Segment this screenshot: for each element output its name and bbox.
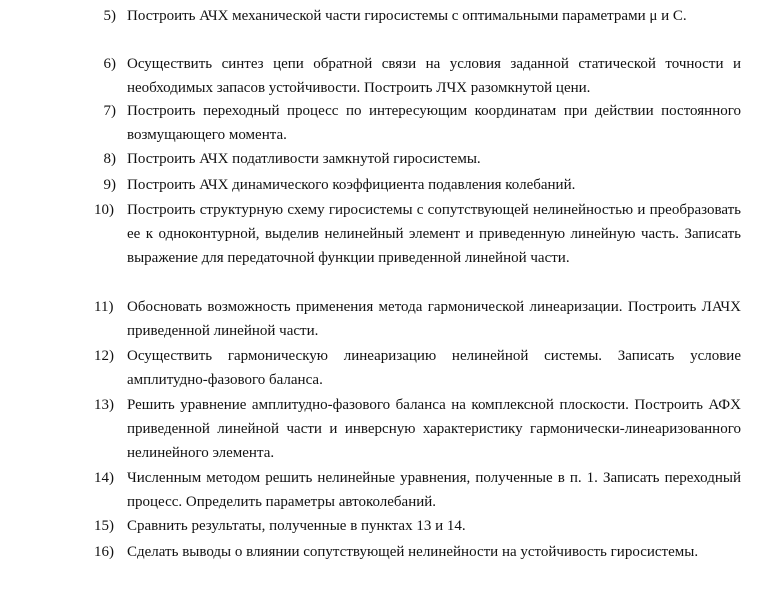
item-number: 11) [94,299,114,315]
item-number: 10) [94,202,114,218]
item-number: 7) [103,103,116,119]
item-text: Осуществить гармоническую линеаризацию нелинейной системы. Записать условие амплитудно-фазового баланса. [127,348,741,388]
item-text: Решить уравнение амплитудно-фазового баланса на комплексной плоскости. Построить АФХ приведенной линейной части и инверсную характеристику гармонически-линеаризованного нелинейного элемента. [127,397,741,461]
item-number: 8) [103,151,116,167]
item-text: Построить переходный процесс по интересующим координатам при действии постоянного возмущающего момента. [127,103,741,143]
item-number: 5) [103,8,116,24]
item-number: 14) [94,470,114,486]
item-number: 13) [94,397,114,413]
item-text: Построить АЧХ податливости замкнутой гиросистемы. [127,151,481,167]
item-number: 16) [94,544,114,560]
item-text: Сравнить результаты, полученные в пунктах 13 и 14. [127,518,466,534]
item-text: Построить АЧХ динамического коэффициента подавления колебаний. [127,177,576,193]
item-text: Сделать выводы о влиянии сопутствующей нелинейности на устойчивость гиросистемы. [127,544,699,560]
item-text: Построить АЧХ механической части гиросистемы с оптимальными параметрами μ и С. [127,8,687,24]
item-number: 12) [94,348,114,364]
item-number: 9) [103,177,116,193]
item-text: Построить структурную схему гиросистемы с сопутствующей нелинейностью и преобразовать ее к одноконтурной, выделив нелинейный элемент и приведенную линейную часть. Записать выражение для передаточной функции приведенной линейной части. [127,202,741,266]
item-number: 6) [103,56,116,72]
item-text: Осуществить синтез цепи обратной связи на условия заданной статической точности и необходимых запасов устойчивости. Построить ЛЧХ разомкнутой цени. [127,56,741,96]
item-number: 15) [94,518,114,534]
item-text: Численным методом решить нелинейные уравнения, полученные в п. 1. Записать переходный процесс. Определить параметры автоколебаний. [127,470,741,510]
item-text: Обосновать возможность применения метода гармонической линеаризации. Построить ЛАЧХ приведенной линейной части. [127,299,741,339]
